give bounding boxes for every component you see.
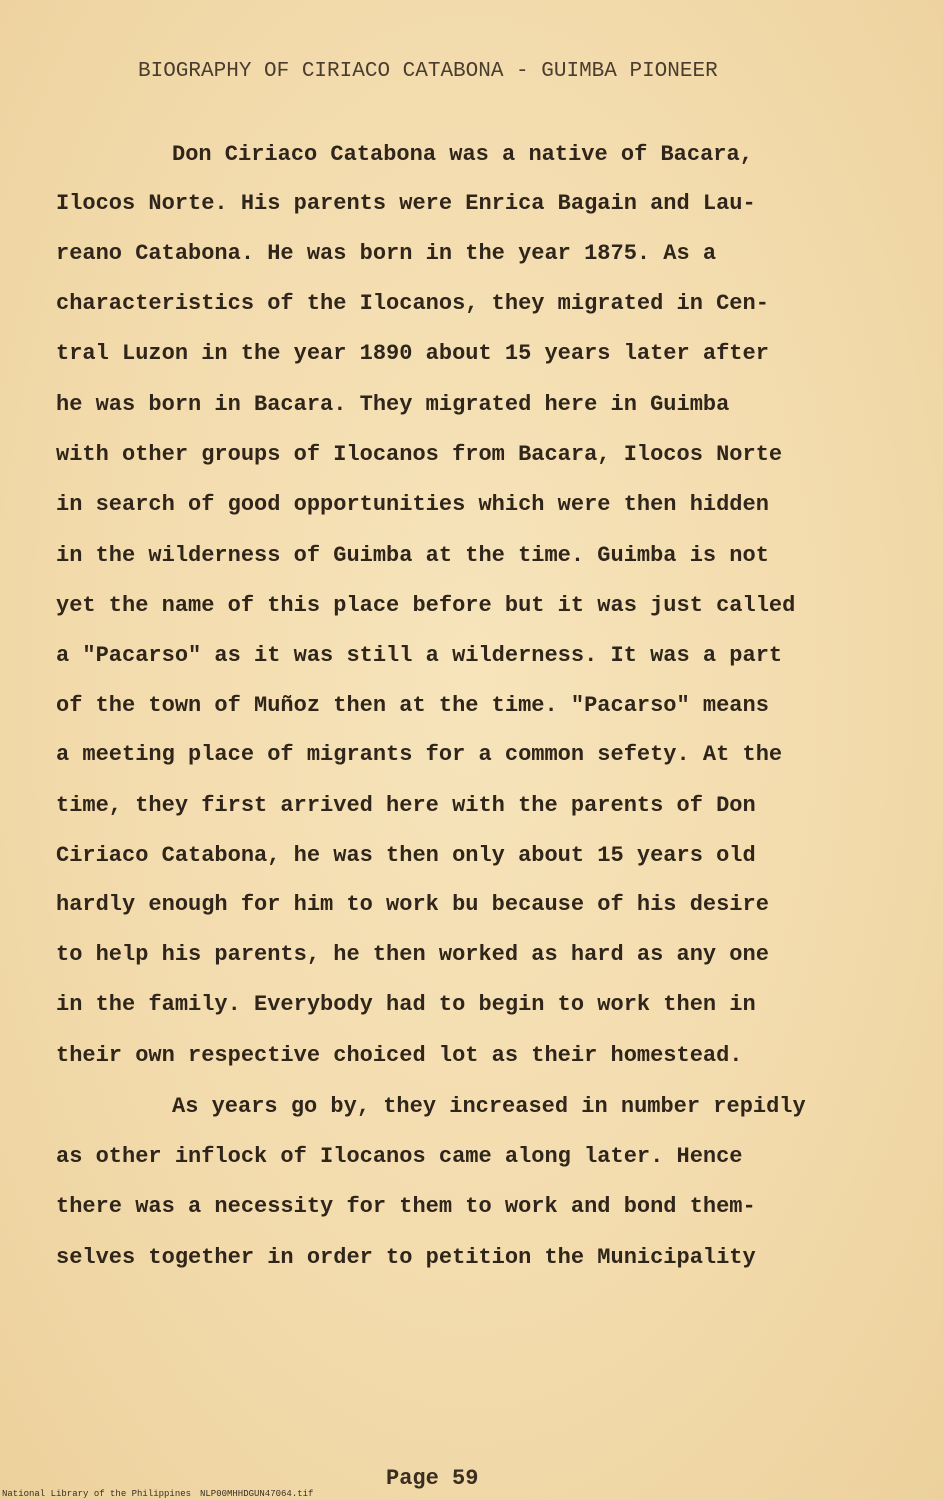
text-line: Ilocos Norte. His parents were Enrica Bagain and Lau- (56, 191, 756, 216)
text-line: selves together in order to petition the Municipality (56, 1245, 756, 1270)
footer-file-name: NLP00MHHDGUN47064.tif (200, 1489, 314, 1499)
text-line: reano Catabona. He was born in the year 1875. As a (56, 241, 717, 266)
text-line: tral Luzon in the year 1890 about 15 years later after (56, 341, 769, 366)
text-line: in the family. Everybody had to begin to work then in (56, 992, 756, 1017)
page-number: Page 59 (386, 1466, 479, 1491)
text-line: as other inflock of Ilocanos came along later. Hence (56, 1144, 743, 1169)
text-line: in search of good opportunities which were then hidden (56, 492, 769, 517)
text-line: there was a necessity for them to work and bond them- (56, 1194, 756, 1219)
text-line: a meeting place of migrants for a common sefety. At the (56, 742, 783, 767)
text-line: in the wilderness of Guimba at the time. Guimba is not (56, 543, 769, 568)
text-line: yet the name of this place before but it was just called (56, 593, 796, 618)
document-title: BIOGRAPHY OF CIRIACO CATABONA - GUIMBA PIONEER (138, 60, 718, 83)
text-line: Ciriaco Catabona, he was then only about 15 years old (56, 843, 756, 868)
text-line: to help his parents, he then worked as hard as any one (56, 942, 769, 967)
text-line: time, they first arrived here with the parents of Don (56, 793, 756, 818)
text-line: their own respective choiced lot as their homestead. (56, 1043, 743, 1068)
text-line: a "Pacarso" as it was still a wilderness. It was a part (56, 643, 783, 668)
text-line: he was born in Bacara. They migrated here in Guimba (56, 392, 730, 417)
text-line: characteristics of the Ilocanos, they migrated in Cen- (56, 291, 769, 316)
text-line: hardly enough for him to work bu because of his desire (56, 892, 769, 917)
text-line: with other groups of Ilocanos from Bacara, Ilocos Norte (56, 442, 783, 467)
text-line: Don Ciriaco Catabona was a native of Bacara, (172, 142, 753, 167)
footer-library-name: National Library of the Philippines (2, 1489, 192, 1499)
text-line: of the town of Muñoz then at the time. "Pacarso" means (56, 693, 769, 718)
text-line: As years go by, they increased in number repidly (172, 1094, 806, 1119)
